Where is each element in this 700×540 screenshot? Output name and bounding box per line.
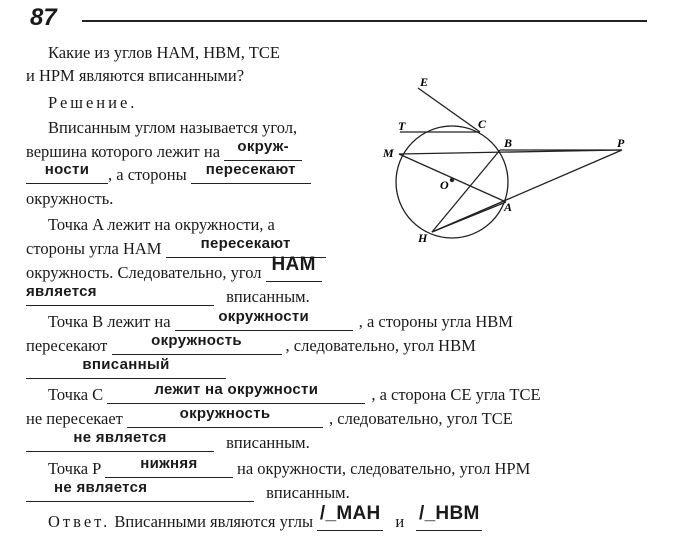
solution-label: Решение.	[48, 93, 138, 112]
label-m: M	[383, 146, 394, 160]
handwritten-answer: является	[26, 283, 97, 300]
label-a: A	[504, 200, 513, 214]
point-p-text: на окружности, следовательно, угол HPM	[237, 459, 531, 478]
point-p-text: Точка P	[48, 459, 101, 478]
handwritten-answer: /_НВМ	[418, 503, 480, 524]
answer-conjunction: и	[395, 512, 405, 531]
point-c-text: Точка C	[48, 385, 104, 404]
label-c: C	[478, 117, 487, 131]
question-line-2: и HPM являются вписанными?	[26, 66, 245, 85]
label-b: B	[504, 136, 513, 150]
center-point	[450, 178, 454, 182]
point-a-text: окружность. Следовательно, угол	[26, 263, 262, 282]
label-h: H	[418, 231, 428, 245]
handwritten-answer: лежит на окружности	[154, 381, 319, 398]
point-a-text: стороны угла HAM	[26, 239, 162, 258]
handwritten-answer: HAM	[271, 254, 316, 275]
handwritten-answer: не является	[73, 429, 167, 446]
point-c-text: , следовательно, угол TCE	[329, 409, 513, 428]
definition-line-4: окружность.	[26, 189, 114, 208]
point-p-text: вписанным.	[266, 483, 350, 502]
handwritten-answer: окружность	[151, 332, 242, 349]
point-a-line-1: Точка A лежит на окружности, а	[48, 215, 275, 234]
handwritten-answer: нижняя	[140, 455, 198, 472]
segment-ec	[418, 88, 480, 132]
label-o: O	[440, 178, 449, 192]
handwritten-answer: окруж-	[237, 138, 289, 155]
answer-text: Вписанными являются углы	[114, 512, 314, 531]
point-c-text: не пересекает	[26, 409, 123, 428]
handwritten-answer: вписанный	[82, 356, 170, 373]
handwritten-answer: пересекают	[200, 235, 291, 252]
point-c-text: , а сторона CE угла TCE	[371, 385, 541, 404]
point-a-text: вписанным.	[226, 287, 310, 306]
question-line-1: Какие из углов HAM, HBM, TCE	[48, 43, 280, 62]
point-b-text: Точка B лежит на	[48, 312, 171, 331]
problem-number: 87	[30, 4, 57, 31]
handwritten-answer: окружность	[179, 405, 271, 422]
point-b-text: , а стороны угла HBM	[358, 312, 513, 331]
definition-text: вершина которого лежит на	[26, 142, 221, 161]
point-c-text: вписанным.	[226, 433, 310, 452]
segment-hp	[432, 150, 622, 232]
label-p: P	[617, 136, 625, 150]
definition-text: , а стороны	[108, 165, 187, 184]
label-e: E	[420, 75, 429, 89]
handwritten-answer: ности	[44, 161, 90, 178]
handwritten-answer: пересекают	[205, 161, 296, 178]
label-t: T	[398, 119, 406, 133]
definition-line-1: Вписанным углом называется угол,	[48, 118, 298, 137]
handwritten-answer: не является	[54, 479, 148, 496]
answer-label: Ответ.	[48, 512, 111, 531]
handwritten-answer: окружности	[218, 308, 310, 325]
handwritten-answer: /_МАН	[319, 503, 381, 524]
point-b-text: , следовательно, угол HBM	[285, 336, 476, 355]
point-b-text: пересекают	[26, 336, 108, 355]
